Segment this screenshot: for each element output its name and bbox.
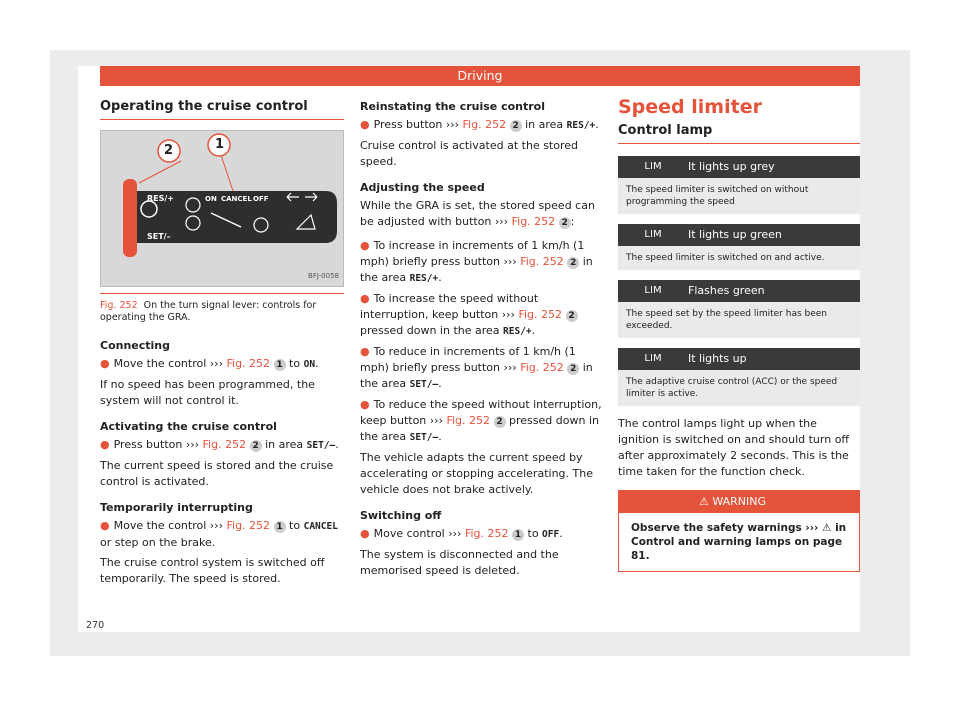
fig-link[interactable]: Fig. 252	[520, 361, 564, 374]
lever-label-cancel: CANCEL	[221, 195, 252, 203]
callout-1-label: 1	[215, 137, 225, 152]
speed-limiter-title: Speed limiter	[618, 96, 762, 118]
lamp-green	[618, 224, 860, 270]
text-lamps-note: The control lamps light up when the ignition is switched on and should turn off after approximately 2 seconds. This is the time taken for the function check.	[618, 417, 849, 478]
warning-icon: ⚠	[699, 495, 713, 508]
lamp-description: The speed limiter is switched on without programming the speed	[618, 178, 860, 214]
column-3	[618, 96, 860, 572]
bullet-connecting: ● Move the control ››› Fig. 252 1 to ON.	[100, 357, 319, 370]
figure-caption	[100, 293, 344, 328]
speed-limiter-icon: LIM	[644, 161, 662, 172]
caption-text: On the turn signal lever: controls for operating the GRA.	[100, 300, 317, 323]
heading-interrupting: Temporarily interrupting	[100, 501, 253, 514]
fig-link[interactable]: Fig. 252	[464, 527, 509, 540]
bullet-reduce-continuous: ● To reduce the speed without interruption, keep button ››› Fig. 252 2 pressed down in the area SET/–.	[360, 398, 602, 443]
text-off-note: The system is disconnected and the memorised speed is deleted.	[360, 548, 559, 577]
text-connecting-note: If no speed has been programmed, the system will not control it.	[100, 378, 315, 407]
section-header: Driving	[100, 66, 860, 86]
heading-adjusting: Adjusting the speed	[360, 181, 485, 194]
fig-link[interactable]: Fig. 252	[226, 357, 271, 370]
lever-label-off: OFF	[253, 195, 269, 203]
heading-connecting: Connecting	[100, 339, 171, 352]
bullet-reinstating: ● Press button ››› Fig. 252 2 in area RES/+.	[360, 118, 599, 131]
lever-label-on: ON	[205, 195, 217, 203]
bullet-activating: ● Press button ››› Fig. 252 2 in area SET/–.	[100, 438, 339, 451]
heading-activating: Activating the cruise control	[100, 420, 277, 433]
control-lamp-subtitle: Control lamp	[618, 123, 860, 144]
text-adapt-note: The vehicle adapts the current speed by accelerating or stopping accelerating. The vehicle does not brake actively.	[360, 451, 593, 496]
lever-tip-highlight	[123, 179, 137, 257]
speed-limiter-icon: LIM	[644, 285, 662, 296]
lever-label-res: RES/+	[147, 194, 175, 203]
bullet-switching-off: ● Move control ››› Fig. 252 1 to OFF.	[360, 527, 563, 540]
lamp-grey	[618, 156, 860, 214]
heading-reinstating: Reinstating the cruise control	[360, 100, 546, 113]
bullet-increase-continuous: ● To increase the speed without interruption, keep button ››› Fig. 252 2 pressed down in the area RES/+.	[360, 291, 604, 340]
lamp-state: Flashes green	[688, 284, 765, 297]
lamp-description: The adaptive cruise control (ACC) or the speed limiter is active.	[618, 370, 860, 406]
lamp-flashing-green	[618, 280, 860, 338]
warning-text: Observe the safety warnings ››› ⚠ in Control and warning lamps on page 81.	[631, 522, 847, 562]
fig-link[interactable]: Fig. 252	[446, 414, 491, 427]
figure-code: BFJ-0058	[308, 272, 339, 280]
lever-illustration	[101, 131, 343, 286]
fig-link[interactable]: Fig. 252	[462, 118, 507, 131]
caption-label: Fig. 252	[100, 300, 138, 311]
section-title: Operating the cruise control	[100, 99, 344, 120]
fig-link[interactable]: Fig. 252	[520, 255, 564, 268]
lamp-lit	[618, 348, 860, 406]
lamp-state: It lights up	[688, 352, 747, 365]
text-reinstate-note: Cruise control is activated at the stored speed.	[360, 139, 579, 168]
heading-switching-off: Switching off	[360, 509, 442, 522]
text-adjust-intro: While the GRA is set, the stored speed can be adjusted with button ››› Fig. 252 2 :	[360, 199, 595, 228]
speed-limiter-icon: LIM	[644, 229, 662, 240]
text-interrupt-note: The cruise control system is switched off temporarily. The speed is stored.	[100, 556, 325, 585]
column-2	[360, 99, 604, 587]
bullet-interrupting: ● Move the control ››› Fig. 252 1 to CANCEL or step on the brake.	[100, 519, 338, 549]
lamp-description: The speed limiter is switched on and active.	[618, 246, 860, 270]
bullet-reduce-step: ● To reduce in increments of 1 km/h (1 mph) briefly press button ››› Fig. 252 2 in the area SET/–.	[360, 345, 593, 390]
fig-link[interactable]: Fig. 252	[511, 215, 556, 228]
speed-limiter-icon: LIM	[644, 353, 662, 364]
lamp-state: It lights up grey	[688, 160, 775, 173]
lamp-description: The speed set by the speed limiter has been exceeded.	[618, 302, 860, 338]
lamp-state: It lights up green	[688, 228, 782, 241]
warning-box	[618, 490, 860, 572]
text-activating-note: The current speed is stored and the cruise control is activated.	[100, 459, 334, 488]
fig-link[interactable]: Fig. 252	[202, 438, 247, 451]
lever-label-set: SET/–	[147, 232, 171, 241]
column-1	[100, 99, 344, 595]
figure-turn-signal-lever	[100, 130, 344, 287]
fig-link[interactable]: Fig. 252	[518, 308, 563, 321]
fig-link[interactable]: Fig. 252	[226, 519, 271, 532]
warning-header: ⚠ WARNING	[619, 491, 859, 513]
callout-2-label: 2	[164, 143, 174, 158]
bullet-increase-step: ● To increase in increments of 1 km/h (1 mph) briefly press button ››› Fig. 252 2 in the area RES/+.	[360, 239, 593, 284]
page-number: 270	[86, 620, 105, 631]
